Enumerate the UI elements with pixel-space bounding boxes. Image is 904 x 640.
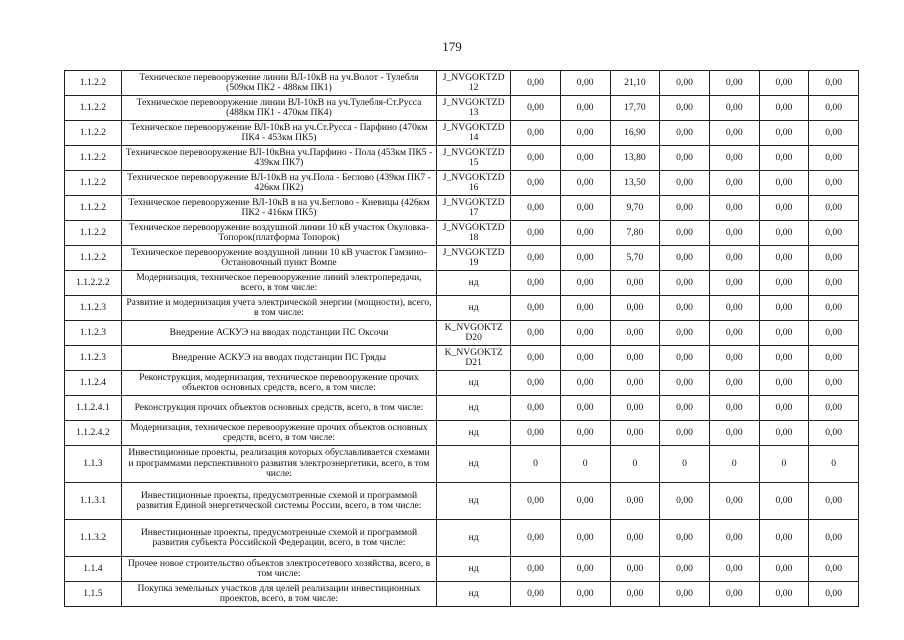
row-value-cell: 9,70 [610,196,660,221]
row-value-cell: 0,00 [660,346,710,371]
row-code-cell: 1.1.2.3 [65,321,122,346]
row-name-cell: Техническое перевооружение линии ВЛ-10кВ на уч.Тулебля-Ст.Русса (488км ПК1 - 470км ПК4) [121,96,436,121]
row-value-cell: 0,00 [809,371,859,396]
row-value-cell: 0,00 [759,321,809,346]
investment-table [64,70,859,607]
row-value-cell: 0,00 [660,483,710,520]
row-value-cell: 7,80 [610,221,660,246]
table-row [65,221,859,246]
row-value-cell: 0,00 [511,246,561,271]
row-value-cell: 0,00 [560,271,610,296]
row-code-cell: 1.1.2.2 [65,146,122,171]
row-value-cell: 0,00 [709,71,759,96]
row-value-cell: 0 [610,446,660,483]
row-value-cell: 0 [759,446,809,483]
row-value-cell: 0,00 [759,396,809,421]
row-value-cell: 0,00 [809,71,859,96]
row-value-cell: 0,00 [511,221,561,246]
row-id-cell: K_NVGOKTZ D20 [437,321,511,346]
row-value-cell: 0,00 [511,520,561,557]
table-row [65,321,859,346]
row-id-cell: J_NVGOKTZD 15 [437,146,511,171]
row-value-cell: 0,00 [809,346,859,371]
row-value-cell: 0,00 [560,96,610,121]
row-value-cell: 0,00 [560,196,610,221]
row-value-cell: 21,10 [610,71,660,96]
row-name-cell: Покупка земельных участков для целей реализации инвестиционных проектов, всего, в том числе: [121,582,436,607]
row-value-cell: 0 [709,446,759,483]
row-value-cell: 0,00 [809,296,859,321]
table-row [65,271,859,296]
row-value-cell: 0,00 [511,121,561,146]
row-name-cell: Техническое перевооружение ВЛ-10кВ на уч.Ст.Русса - Парфино (470км ПК4 - 453км ПК5) [121,121,436,146]
row-value-cell: 0,00 [560,296,610,321]
row-id-cell: нд [437,371,511,396]
row-name-cell: Инвестиционные проекты, реализация которых обуславливается схемами и программами перспективного развития электроэнергетики, всего, в том числе: [121,446,436,483]
row-value-cell: 0,00 [511,483,561,520]
row-value-cell: 0,00 [660,246,710,271]
row-value-cell: 0,00 [660,582,710,607]
row-value-cell: 0,00 [709,557,759,582]
row-name-cell: Техническое перевооружение воздушной линии 10 кВ участок Окуловка-Топорок(платформа Топорок) [121,221,436,246]
row-value-cell: 0,00 [709,196,759,221]
row-value-cell: 0 [560,446,610,483]
row-id-cell: J_NVGOKTZD 14 [437,121,511,146]
row-value-cell: 0,00 [511,321,561,346]
row-id-cell: J_NVGOKTZD 16 [437,171,511,196]
row-value-cell: 0,00 [759,246,809,271]
row-value-cell: 0,00 [660,396,710,421]
row-value-cell: 0,00 [709,346,759,371]
row-value-cell: 0,00 [660,121,710,146]
row-value-cell: 0,00 [709,96,759,121]
row-value-cell: 0,00 [709,246,759,271]
row-value-cell: 0,00 [610,396,660,421]
row-name-cell: Внедрение АСКУЭ на вводах подстанции ПС Оксочи [121,321,436,346]
row-name-cell: Техническое перевооружение воздушной линии 10 кВ участок Гамзино-Остановочный пункт Вомпе [121,246,436,271]
row-value-cell: 0,00 [809,121,859,146]
row-value-cell: 17,70 [610,96,660,121]
row-value-cell: 0,00 [709,221,759,246]
row-code-cell: 1.1.2.2.2 [65,271,122,296]
row-value-cell: 0,00 [560,582,610,607]
table-row [65,196,859,221]
row-code-cell: 1.1.3.1 [65,483,122,520]
row-value-cell: 0,00 [709,483,759,520]
row-name-cell: Прочее новое строительство объектов электросетевого хозяйства, всего, в том числе: [121,557,436,582]
row-code-cell: 1.1.4 [65,557,122,582]
row-value-cell: 0,00 [511,421,561,446]
row-value-cell: 0,00 [809,582,859,607]
row-value-cell: 0,00 [560,346,610,371]
row-value-cell: 0,00 [660,271,710,296]
table-row [65,171,859,196]
row-value-cell: 0,00 [511,171,561,196]
table-row [65,71,859,96]
row-name-cell: Техническое перевооружение ВЛ-10кВ в на уч.Беглово - Кневицы (426км ПК2 - 416км ПК5) [121,196,436,221]
row-value-cell: 0,00 [709,121,759,146]
row-value-cell: 0,00 [560,146,610,171]
row-value-cell: 0,00 [511,582,561,607]
row-code-cell: 1.1.2.2 [65,121,122,146]
row-value-cell: 13,50 [610,171,660,196]
row-name-cell: Реконструкция прочих объектов основных средств, всего, в том числе: [121,396,436,421]
row-value-cell: 0,00 [759,196,809,221]
row-value-cell: 0,00 [511,346,561,371]
row-value-cell: 0,00 [610,557,660,582]
table-row [65,371,859,396]
row-value-cell: 0,00 [660,196,710,221]
row-value-cell: 0,00 [809,520,859,557]
row-id-cell: J_NVGOKTZD 13 [437,96,511,121]
row-value-cell: 0,00 [511,71,561,96]
row-code-cell: 1.1.2.2 [65,221,122,246]
row-value-cell: 0,00 [560,520,610,557]
table-row [65,346,859,371]
row-value-cell: 5,70 [610,246,660,271]
row-value-cell: 0 [511,446,561,483]
row-name-cell: Техническое перевооружение ВЛ-10кВ на уч.Пола - Беглово (439км ПК7 - 426км ПК2) [121,171,436,196]
row-value-cell: 0,00 [610,346,660,371]
row-value-cell: 0,00 [809,396,859,421]
row-value-cell: 0,00 [759,221,809,246]
row-code-cell: 1.1.2.4.1 [65,396,122,421]
row-name-cell: Модернизация, техническое перевооружение прочих объектов основных средств, всего, в том числе: [121,421,436,446]
row-value-cell: 0,00 [560,483,610,520]
row-value-cell: 13,80 [610,146,660,171]
row-value-cell: 0,00 [610,296,660,321]
row-name-cell: Техническое перевооружение линии ВЛ-10кВ на уч.Волот - Тулебля (509км ПК2 - 488км ПК1) [121,71,436,96]
row-name-cell: Реконструкция, модернизация, техническое перевооружение прочих объектов основных средств, всего, в том числе: [121,371,436,396]
table-row [65,296,859,321]
row-value-cell: 0,00 [560,321,610,346]
row-value-cell: 0,00 [709,421,759,446]
row-value-cell: 0,00 [660,171,710,196]
row-value-cell: 0,00 [560,557,610,582]
row-name-cell: Развитие и модернизация учета электрической энергии (мощности), всего, в том числе: [121,296,436,321]
row-code-cell: 1.1.2.3 [65,346,122,371]
row-value-cell: 0,00 [709,396,759,421]
table-row [65,520,859,557]
row-code-cell: 1.1.3.2 [65,520,122,557]
row-value-cell: 0,00 [560,221,610,246]
row-value-cell: 0,00 [560,121,610,146]
row-value-cell: 0,00 [809,483,859,520]
row-value-cell: 0,00 [709,321,759,346]
row-id-cell: нд [437,446,511,483]
row-id-cell: нд [437,296,511,321]
row-code-cell: 1.1.5 [65,582,122,607]
row-name-cell: Внедрение АСКУЭ на вводах подстанции ПС Гряды [121,346,436,371]
row-value-cell: 0,00 [511,557,561,582]
row-value-cell: 0,00 [660,146,710,171]
row-value-cell: 0,00 [809,271,859,296]
row-value-cell: 0,00 [809,196,859,221]
row-value-cell: 0,00 [511,196,561,221]
row-value-cell: 0,00 [709,171,759,196]
row-code-cell: 1.1.2.2 [65,96,122,121]
table-row [65,557,859,582]
row-name-cell: Инвестиционные проекты, предусмотренные схемой и программой развития субъекта Российской Федерации, всего, в том числе: [121,520,436,557]
row-value-cell: 0,00 [809,421,859,446]
row-value-cell: 0,00 [709,146,759,171]
row-value-cell: 0,00 [759,346,809,371]
row-value-cell: 0,00 [610,271,660,296]
row-value-cell: 0,00 [759,296,809,321]
row-value-cell: 0,00 [759,557,809,582]
row-value-cell: 0,00 [610,520,660,557]
row-value-cell: 0,00 [560,396,610,421]
row-value-cell: 0,00 [809,171,859,196]
row-value-cell: 0,00 [759,96,809,121]
row-value-cell: 0 [809,446,859,483]
row-value-cell: 0,00 [660,371,710,396]
row-name-cell: Инвестиционные проекты, предусмотренные схемой и программой развития Единой энергетической системы России, всего, в том числе: [121,483,436,520]
row-value-cell: 0,00 [560,246,610,271]
row-value-cell: 0,00 [709,296,759,321]
row-value-cell: 0,00 [709,520,759,557]
row-name-cell: Модернизация, техническое перевооружение линий электропередачи, всего, в том числе: [121,271,436,296]
row-value-cell: 0,00 [560,71,610,96]
row-value-cell: 0,00 [660,96,710,121]
table-row [65,582,859,607]
row-code-cell: 1.1.2.4 [65,371,122,396]
row-value-cell: 0,00 [660,421,710,446]
row-value-cell: 0,00 [660,321,710,346]
row-id-cell: нд [437,582,511,607]
row-value-cell: 0,00 [759,121,809,146]
row-value-cell: 0,00 [759,371,809,396]
row-id-cell: J_NVGOKTZD 18 [437,221,511,246]
row-value-cell: 0,00 [709,371,759,396]
row-value-cell: 0,00 [511,396,561,421]
row-value-cell: 0,00 [759,171,809,196]
row-value-cell: 0,00 [511,96,561,121]
row-code-cell: 1.1.2.2 [65,246,122,271]
row-value-cell: 0,00 [511,371,561,396]
row-id-cell: J_NVGOKTZD 17 [437,196,511,221]
row-id-cell: нд [437,557,511,582]
row-value-cell: 0,00 [560,171,610,196]
page-number: 179 [442,39,462,54]
row-value-cell: 0,00 [610,582,660,607]
row-value-cell: 0,00 [809,321,859,346]
row-value-cell: 0,00 [709,582,759,607]
row-value-cell: 0,00 [511,296,561,321]
row-id-cell: J_NVGOKTZD 19 [437,246,511,271]
row-value-cell: 0,00 [759,483,809,520]
row-id-cell: нд [437,483,511,520]
row-value-cell: 0,00 [660,71,710,96]
row-value-cell: 0,00 [610,321,660,346]
table-row [65,146,859,171]
table-row [65,96,859,121]
row-code-cell: 1.1.3 [65,446,122,483]
row-value-cell: 0,00 [610,483,660,520]
table-row [65,396,859,421]
row-value-cell: 0,00 [759,146,809,171]
row-value-cell: 0,00 [560,371,610,396]
row-id-cell: нд [437,271,511,296]
row-code-cell: 1.1.2.2 [65,71,122,96]
row-code-cell: 1.1.2.2 [65,196,122,221]
row-id-cell: J_NVGOKTZD 12 [437,71,511,96]
table-row [65,246,859,271]
row-value-cell: 0,00 [660,221,710,246]
table-row [65,446,859,483]
row-code-cell: 1.1.2.2 [65,171,122,196]
row-value-cell: 0,00 [610,421,660,446]
row-name-cell: Техническое перевооружение ВЛ-10кВна уч.Парфино - Пола (453км ПК5 - 439км ПК7) [121,146,436,171]
row-id-cell: K_NVGOKTZ D21 [437,346,511,371]
row-id-cell: нд [437,520,511,557]
table-row [65,483,859,520]
row-id-cell: нд [437,421,511,446]
row-value-cell: 0,00 [759,520,809,557]
table-body [65,71,859,607]
row-value-cell: 0,00 [759,582,809,607]
row-value-cell: 0,00 [759,71,809,96]
row-value-cell: 0,00 [709,271,759,296]
row-value-cell: 0,00 [560,421,610,446]
row-value-cell: 0,00 [809,96,859,121]
row-value-cell: 0,00 [809,246,859,271]
row-value-cell: 0,00 [809,146,859,171]
row-value-cell: 0,00 [660,557,710,582]
row-value-cell: 0 [660,446,710,483]
row-value-cell: 0,00 [660,296,710,321]
row-value-cell: 16,90 [610,121,660,146]
row-code-cell: 1.1.2.4.2 [65,421,122,446]
row-value-cell: 0,00 [759,271,809,296]
row-code-cell: 1.1.2.3 [65,296,122,321]
row-value-cell: 0,00 [511,271,561,296]
row-id-cell: нд [437,396,511,421]
row-value-cell: 0,00 [660,520,710,557]
row-value-cell: 0,00 [610,371,660,396]
row-value-cell: 0,00 [809,557,859,582]
row-value-cell: 0,00 [759,421,809,446]
table-row [65,421,859,446]
table-row [65,121,859,146]
row-value-cell: 0,00 [511,146,561,171]
row-value-cell: 0,00 [809,221,859,246]
